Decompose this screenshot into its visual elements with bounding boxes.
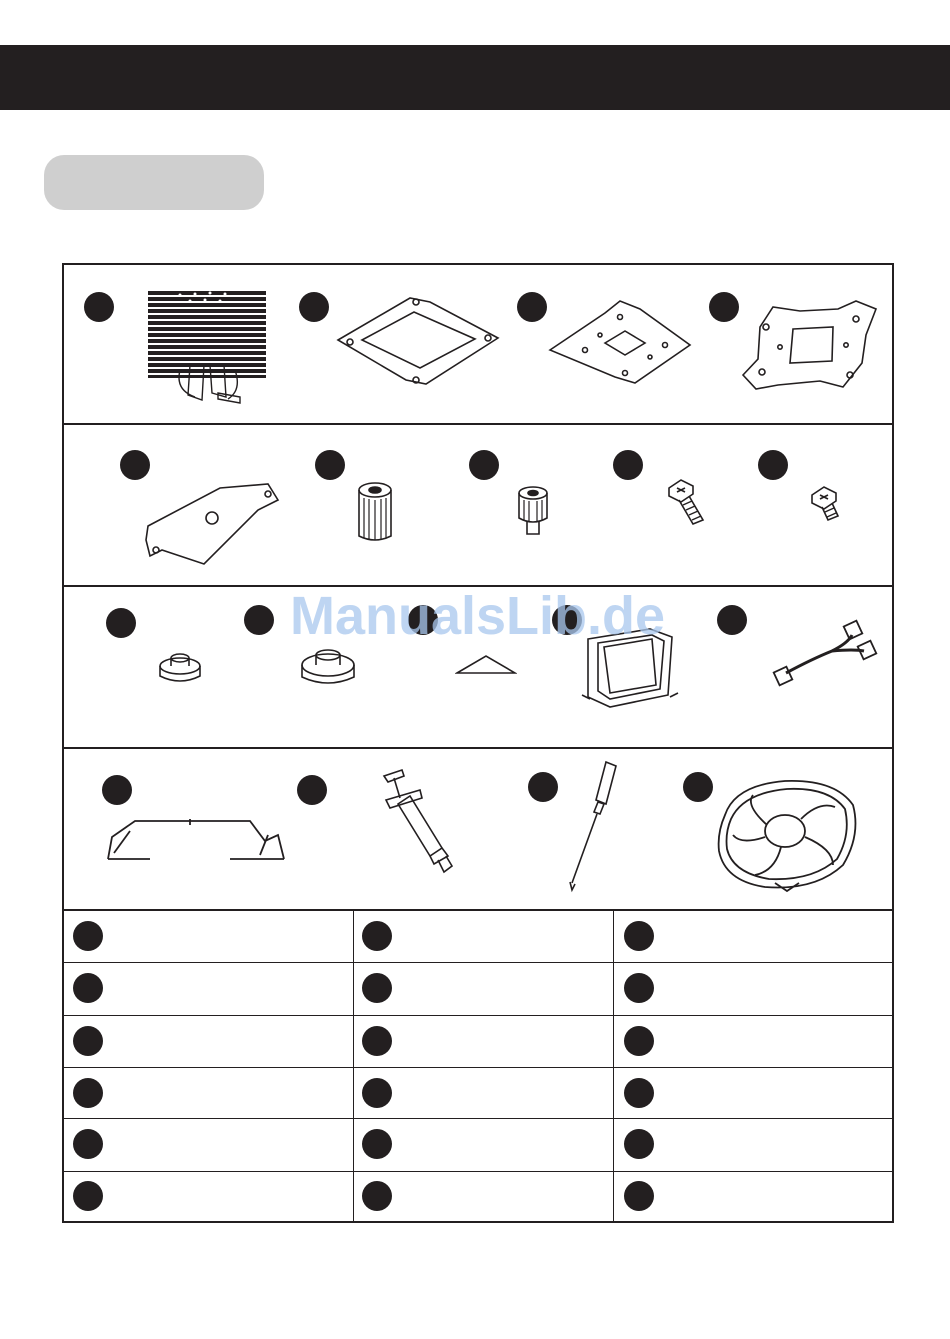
legend-row-divider: [64, 1015, 892, 1016]
legend-badge: [624, 921, 654, 951]
legend-row-divider: [64, 1118, 892, 1119]
long-standoff-icon: [355, 480, 395, 545]
legend-badge: [73, 1078, 103, 1108]
fan-icon: [715, 775, 860, 893]
watermark: ManualsLib.de: [290, 586, 666, 646]
heatsink-tower-icon: [140, 275, 270, 410]
legend-badge: [624, 973, 654, 1003]
large-washer-icon: [298, 643, 358, 691]
y-cable-icon: [772, 615, 882, 690]
row-divider: [64, 747, 892, 749]
intel-backplate-icon: [738, 297, 883, 392]
legend-badge: [73, 973, 103, 1003]
small-washer-icon: [155, 648, 205, 688]
part-badge: [683, 772, 713, 802]
part-badge: [469, 450, 499, 480]
legend-badge: [362, 973, 392, 1003]
legend-badge: [362, 921, 392, 951]
row-divider: [64, 909, 892, 911]
part-badge: [517, 292, 547, 322]
legend-column-divider: [353, 910, 354, 1221]
section-title-pill: [44, 155, 264, 210]
legend-badge: [362, 1129, 392, 1159]
row-divider: [64, 423, 892, 425]
part-badge: [758, 450, 788, 480]
part-badge: [84, 292, 114, 322]
part-badge: [244, 605, 274, 635]
screwdriver-icon: [562, 758, 622, 893]
legend-row-divider: [64, 962, 892, 963]
part-badge: [613, 450, 643, 480]
thermal-paste-syringe-icon: [380, 768, 460, 878]
legend-badge: [624, 1078, 654, 1108]
part-badge: [297, 775, 327, 805]
legend-badge: [362, 1181, 392, 1211]
fan-clip-icon: [100, 815, 290, 865]
short-screw-icon: [808, 485, 844, 525]
part-badge: [299, 292, 329, 322]
legend-badge: [362, 1026, 392, 1056]
legend-column-divider: [613, 910, 614, 1221]
legend-badge: [362, 1078, 392, 1108]
legend-badge: [73, 1026, 103, 1056]
legend-badge: [73, 1181, 103, 1211]
long-screw-icon: [665, 478, 710, 530]
part-badge: [102, 775, 132, 805]
short-standoff-icon: [515, 484, 551, 539]
header-bar: [0, 45, 950, 110]
part-badge: [528, 772, 558, 802]
legend-badge: [73, 1129, 103, 1159]
amd-backplate-icon: [545, 295, 695, 390]
thermal-pad-icon: [455, 653, 517, 678]
legend-badge: [73, 921, 103, 951]
legend-row-divider: [64, 1171, 892, 1172]
part-badge: [709, 292, 739, 322]
part-badge: [315, 450, 345, 480]
intel-bracket-frame-icon: [330, 292, 505, 392]
part-badge: [106, 608, 136, 638]
part-badge: [717, 605, 747, 635]
legend-badge: [624, 1181, 654, 1211]
legend-row-divider: [64, 1067, 892, 1068]
part-badge: [120, 450, 150, 480]
mounting-plate-icon: [140, 480, 290, 570]
legend-badge: [624, 1026, 654, 1056]
legend-badge: [624, 1129, 654, 1159]
